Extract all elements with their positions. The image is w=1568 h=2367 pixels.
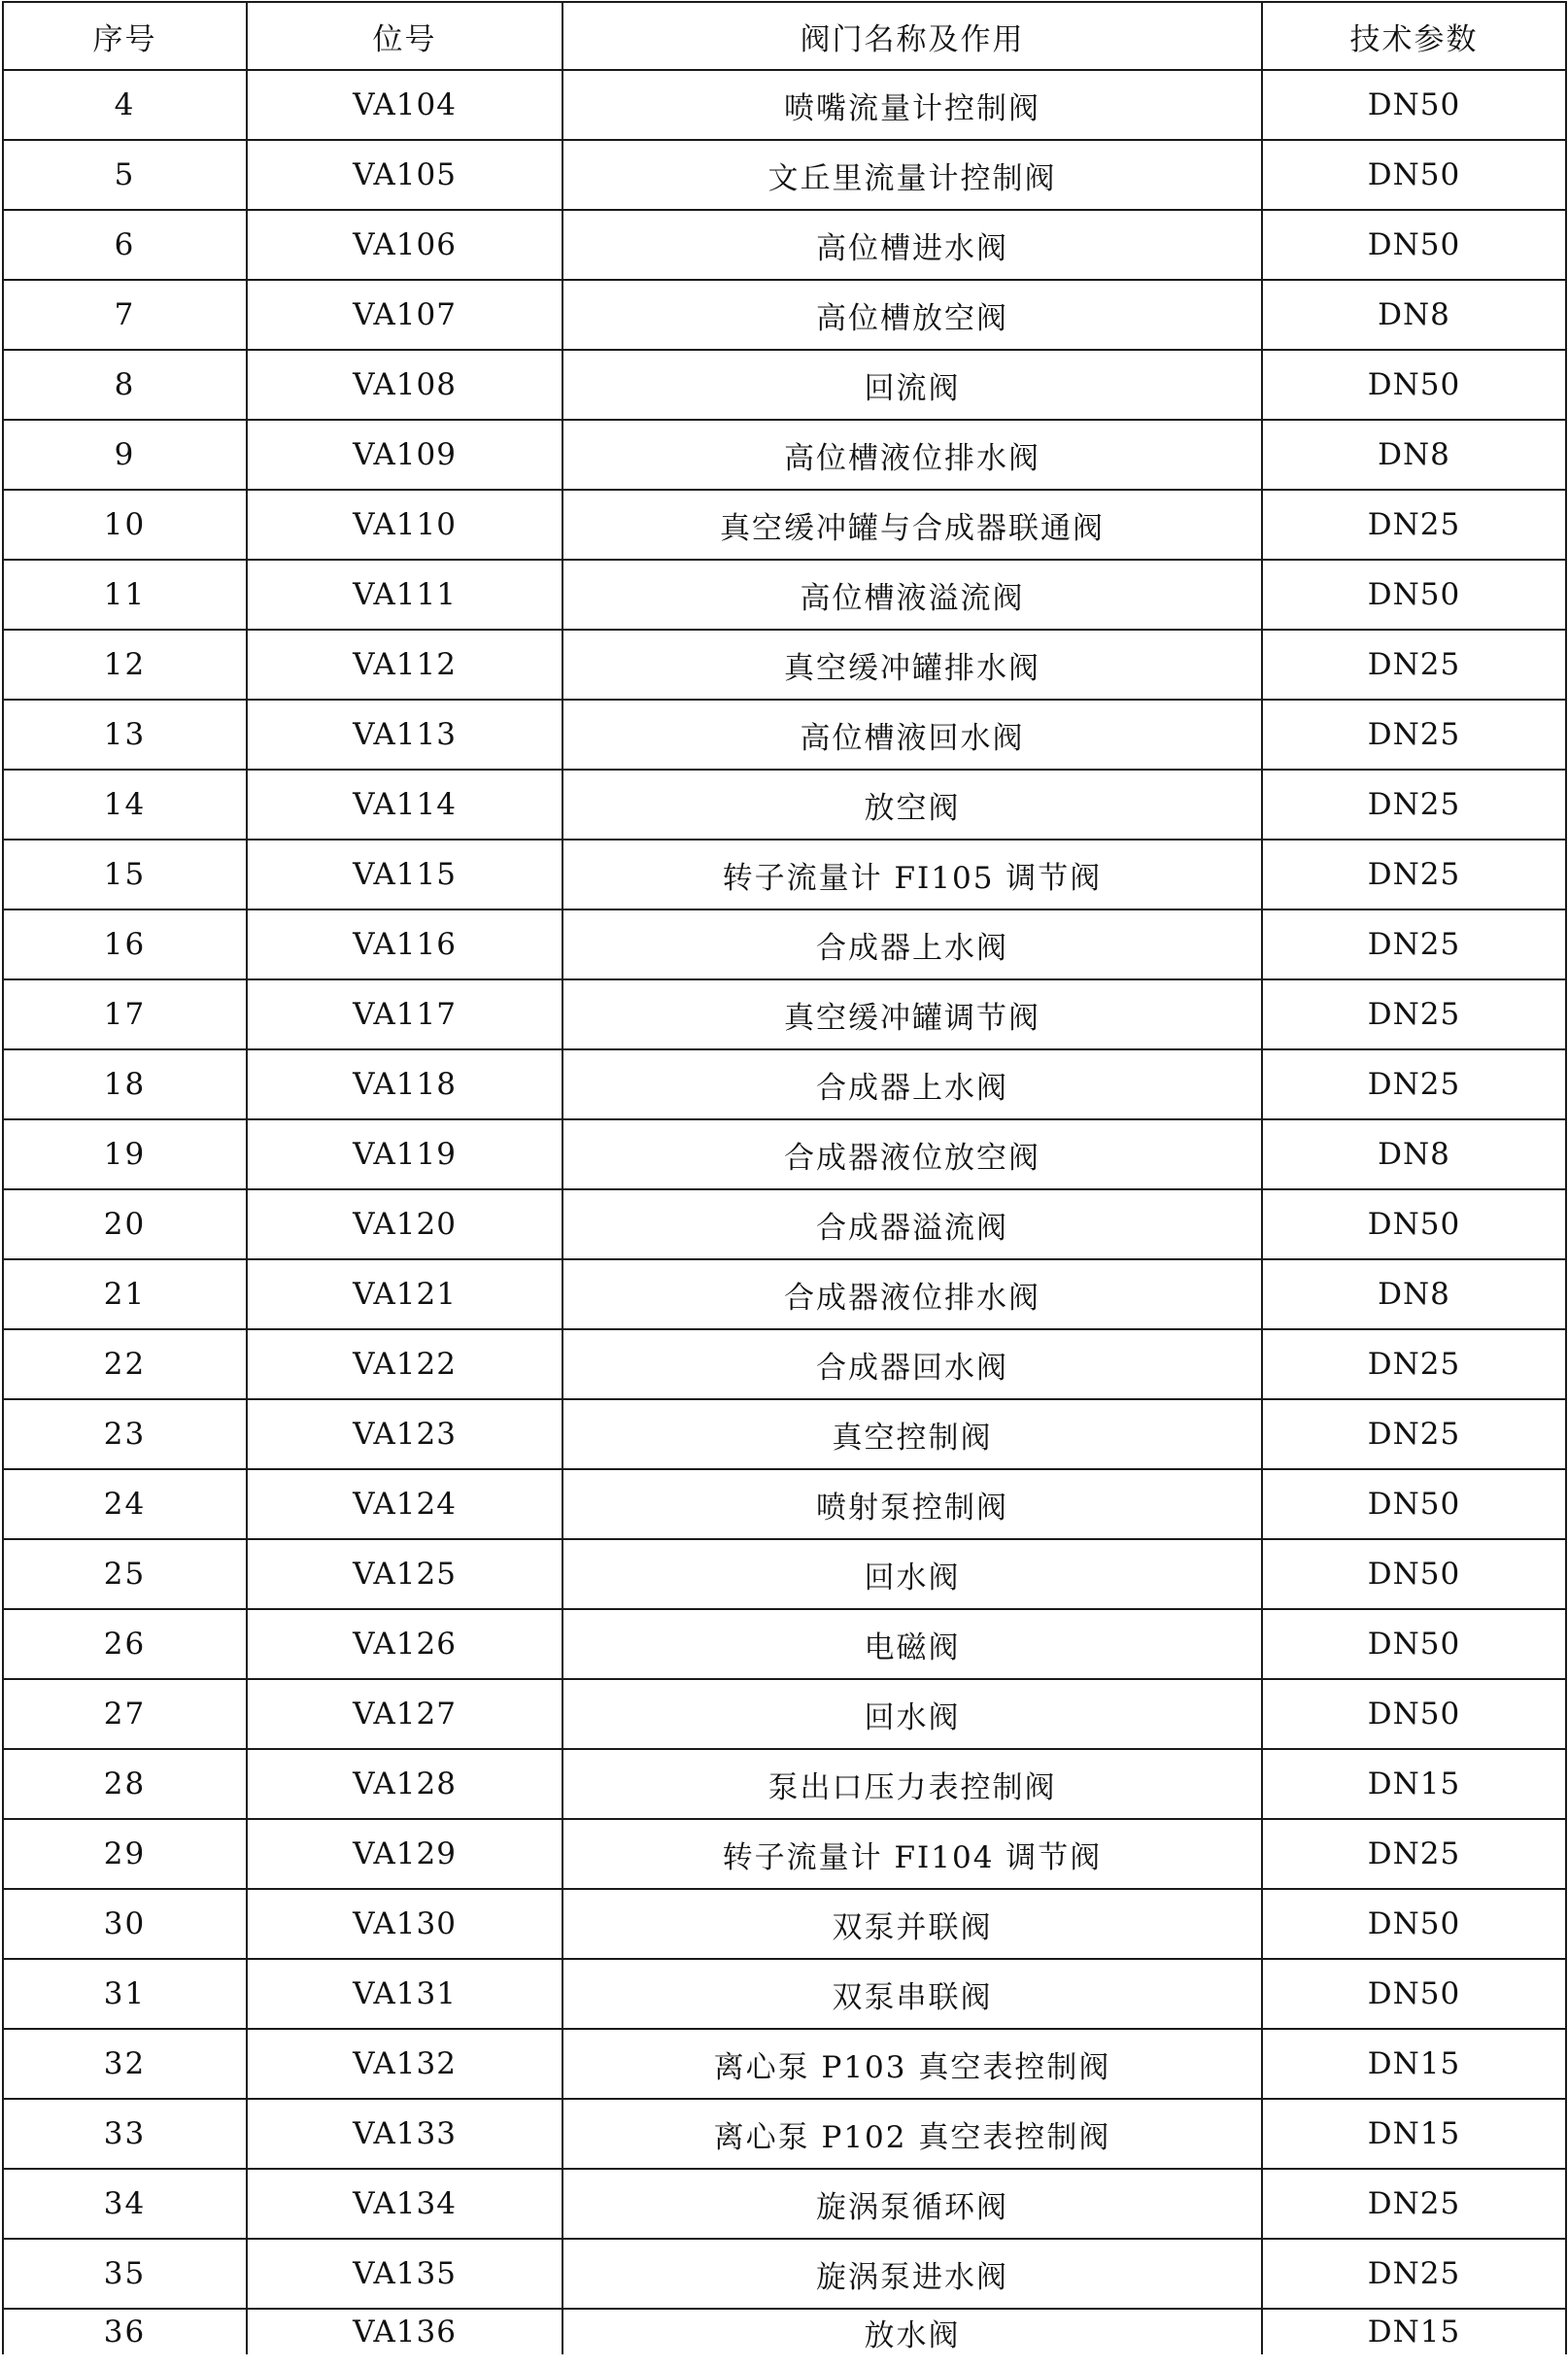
cell-tech-param: DN8 [1262,1119,1566,1189]
cell-tech-param: DN50 [1262,1539,1566,1609]
cell-tag-no: VA112 [247,630,562,700]
cell-tag-no: VA106 [247,210,562,280]
cell-tag-no: VA135 [247,2239,562,2309]
cell-tag-no: VA134 [247,2169,562,2239]
cell-valve-name: 回流阀 [562,350,1262,420]
cell-tag-no: VA132 [247,2029,562,2099]
cell-tag-no: VA104 [247,70,562,140]
cell-tag-no: VA110 [247,490,562,560]
cell-valve-name: 合成器溢流阀 [562,1189,1262,1259]
cell-seq-no: 12 [3,630,247,700]
cell-seq-no: 17 [3,979,247,1049]
cell-seq-no: 16 [3,909,247,979]
table-row [3,1749,1566,1819]
cell-tech-param: DN50 [1262,1189,1566,1259]
cell-valve-name: 旋涡泵进水阀 [562,2239,1262,2309]
table-row [3,1259,1566,1329]
cell-tech-param: DN25 [1262,1329,1566,1399]
cell-tag-no: VA136 [247,2309,562,2354]
cell-tag-no: VA115 [247,840,562,909]
cell-seq-no: 31 [3,1959,247,2029]
table-row [3,1889,1566,1959]
cell-valve-name: 高位槽放空阀 [562,280,1262,350]
cell-seq-no: 15 [3,840,247,909]
cell-valve-name: 双泵并联阀 [562,1889,1262,1959]
cell-seq-no: 22 [3,1329,247,1399]
cell-valve-name: 合成器回水阀 [562,1329,1262,1399]
table-row [3,2029,1566,2099]
cell-seq-no: 26 [3,1609,247,1679]
cell-tag-no: VA130 [247,1889,562,1959]
cell-tech-param: DN25 [1262,770,1566,840]
cell-tag-no: VA114 [247,770,562,840]
cell-valve-name: 合成器液位放空阀 [562,1119,1262,1189]
table-row [3,979,1566,1049]
cell-valve-name: 高位槽进水阀 [562,210,1262,280]
cell-tech-param: DN15 [1262,2029,1566,2099]
table-row [3,2239,1566,2309]
table-row [3,70,1566,140]
table-row [3,700,1566,770]
cell-valve-name: 放水阀 [562,2309,1262,2354]
cell-tech-param: DN25 [1262,630,1566,700]
cell-tech-param: DN50 [1262,70,1566,140]
cell-tag-no: VA117 [247,979,562,1049]
cell-tech-param: DN15 [1262,2099,1566,2169]
cell-tag-no: VA126 [247,1609,562,1679]
cell-valve-name: 高位槽液位排水阀 [562,420,1262,490]
cell-tag-no: VA107 [247,280,562,350]
cell-tech-param: DN50 [1262,210,1566,280]
cell-valve-name: 电磁阀 [562,1609,1262,1679]
cell-valve-name: 合成器上水阀 [562,909,1262,979]
cell-seq-no: 7 [3,280,247,350]
cell-seq-no: 32 [3,2029,247,2099]
cell-seq-no: 11 [3,560,247,630]
cell-tag-no: VA121 [247,1259,562,1329]
cell-valve-name: 合成器液位排水阀 [562,1259,1262,1329]
cell-valve-name: 文丘里流量计控制阀 [562,140,1262,210]
table-row [3,1819,1566,1889]
cell-tech-param: DN25 [1262,840,1566,909]
table-row [3,1539,1566,1609]
cell-tech-param: DN50 [1262,1679,1566,1749]
cell-tech-param: DN25 [1262,700,1566,770]
cell-seq-no: 28 [3,1749,247,1819]
cell-seq-no: 9 [3,420,247,490]
table-row [3,1119,1566,1189]
cell-tag-no: VA116 [247,909,562,979]
cell-tech-param: DN8 [1262,1259,1566,1329]
table-row [3,909,1566,979]
table-row [3,1049,1566,1119]
cell-tag-no: VA105 [247,140,562,210]
cell-tech-param: DN25 [1262,1399,1566,1469]
cell-seq-no: 8 [3,350,247,420]
table-row [3,2099,1566,2169]
cell-seq-no: 18 [3,1049,247,1119]
cell-tech-param: DN50 [1262,560,1566,630]
table-row [3,350,1566,420]
cell-seq-no: 35 [3,2239,247,2309]
cell-tag-no: VA123 [247,1399,562,1469]
table-header [3,2,1566,70]
header-row [3,2,1566,70]
cell-seq-no: 33 [3,2099,247,2169]
table-row [3,1959,1566,2029]
cell-seq-no: 27 [3,1679,247,1749]
table-row [3,280,1566,350]
cell-seq-no: 29 [3,1819,247,1889]
cell-tech-param: DN25 [1262,2239,1566,2309]
cell-valve-name: 真空缓冲罐与合成器联通阀 [562,490,1262,560]
cell-valve-name: 真空缓冲罐调节阀 [562,979,1262,1049]
cell-valve-name: 转子流量计 FI105 调节阀 [562,840,1262,909]
cell-tag-no: VA133 [247,2099,562,2169]
header-valve-name-function: 阀门名称及作用 [562,2,1262,70]
cell-tag-no: VA124 [247,1469,562,1539]
cell-valve-name: 离心泵 P103 真空表控制阀 [562,2029,1262,2099]
cell-seq-no: 6 [3,210,247,280]
cell-tag-no: VA125 [247,1539,562,1609]
cell-tag-no: VA129 [247,1819,562,1889]
table-row [3,1329,1566,1399]
cell-valve-name: 放空阀 [562,770,1262,840]
cell-valve-name: 高位槽液回水阀 [562,700,1262,770]
cell-valve-name: 回水阀 [562,1679,1262,1749]
header-tech-params: 技术参数 [1262,2,1566,70]
cell-valve-name: 离心泵 P102 真空表控制阀 [562,2099,1262,2169]
cell-seq-no: 25 [3,1539,247,1609]
cell-tag-no: VA109 [247,420,562,490]
cell-tech-param: DN25 [1262,490,1566,560]
cell-tech-param: DN25 [1262,1049,1566,1119]
cell-tech-param: DN50 [1262,1469,1566,1539]
cell-seq-no: 20 [3,1189,247,1259]
cell-tech-param: DN8 [1262,420,1566,490]
cell-valve-name: 高位槽液溢流阀 [562,560,1262,630]
table-row [3,1189,1566,1259]
cell-tag-no: VA111 [247,560,562,630]
cell-tag-no: VA128 [247,1749,562,1819]
table-row [3,560,1566,630]
cell-seq-no: 34 [3,2169,247,2239]
cell-valve-name: 转子流量计 FI104 调节阀 [562,1819,1262,1889]
cell-tag-no: VA119 [247,1119,562,1189]
valve-table [2,1,1567,2354]
cell-valve-name: 泵出口压力表控制阀 [562,1749,1262,1819]
table-row [3,1469,1566,1539]
cell-tech-param: DN8 [1262,280,1566,350]
cell-seq-no: 5 [3,140,247,210]
table-body [3,70,1566,2354]
cell-tech-param: DN25 [1262,979,1566,1049]
header-seq-no: 序号 [3,2,247,70]
cell-seq-no: 36 [3,2309,247,2354]
cell-tech-param: DN25 [1262,1819,1566,1889]
table-row [3,2309,1566,2354]
table-row [3,1399,1566,1469]
cell-tech-param: DN25 [1262,2169,1566,2239]
cell-tech-param: DN50 [1262,350,1566,420]
table-row [3,1679,1566,1749]
cell-tech-param: DN50 [1262,1959,1566,2029]
table-row [3,840,1566,909]
cell-tech-param: DN15 [1262,1749,1566,1819]
cell-seq-no: 23 [3,1399,247,1469]
cell-tag-no: VA113 [247,700,562,770]
cell-tech-param: DN15 [1262,2309,1566,2354]
cell-tech-param: DN25 [1262,909,1566,979]
table-row [3,420,1566,490]
table-row [3,630,1566,700]
cell-seq-no: 4 [3,70,247,140]
cell-tech-param: DN50 [1262,140,1566,210]
cell-tag-no: VA122 [247,1329,562,1399]
cell-seq-no: 19 [3,1119,247,1189]
table-row [3,2169,1566,2239]
header-tag-no: 位号 [247,2,562,70]
cell-tag-no: VA108 [247,350,562,420]
cell-seq-no: 14 [3,770,247,840]
table-row [3,210,1566,280]
cell-seq-no: 10 [3,490,247,560]
cell-seq-no: 30 [3,1889,247,1959]
cell-valve-name: 真空缓冲罐排水阀 [562,630,1262,700]
table-row [3,140,1566,210]
cell-valve-name: 合成器上水阀 [562,1049,1262,1119]
table-row [3,490,1566,560]
table-row [3,770,1566,840]
cell-tag-no: VA120 [247,1189,562,1259]
cell-tag-no: VA127 [247,1679,562,1749]
cell-valve-name: 旋涡泵循环阀 [562,2169,1262,2239]
cell-tag-no: VA131 [247,1959,562,2029]
cell-valve-name: 喷嘴流量计控制阀 [562,70,1262,140]
cell-valve-name: 双泵串联阀 [562,1959,1262,2029]
cell-seq-no: 24 [3,1469,247,1539]
cell-valve-name: 回水阀 [562,1539,1262,1609]
table-row [3,1609,1566,1679]
cell-valve-name: 真空控制阀 [562,1399,1262,1469]
cell-tech-param: DN50 [1262,1889,1566,1959]
cell-valve-name: 喷射泵控制阀 [562,1469,1262,1539]
cell-seq-no: 21 [3,1259,247,1329]
cell-tech-param: DN50 [1262,1609,1566,1679]
cell-tag-no: VA118 [247,1049,562,1119]
cell-seq-no: 13 [3,700,247,770]
